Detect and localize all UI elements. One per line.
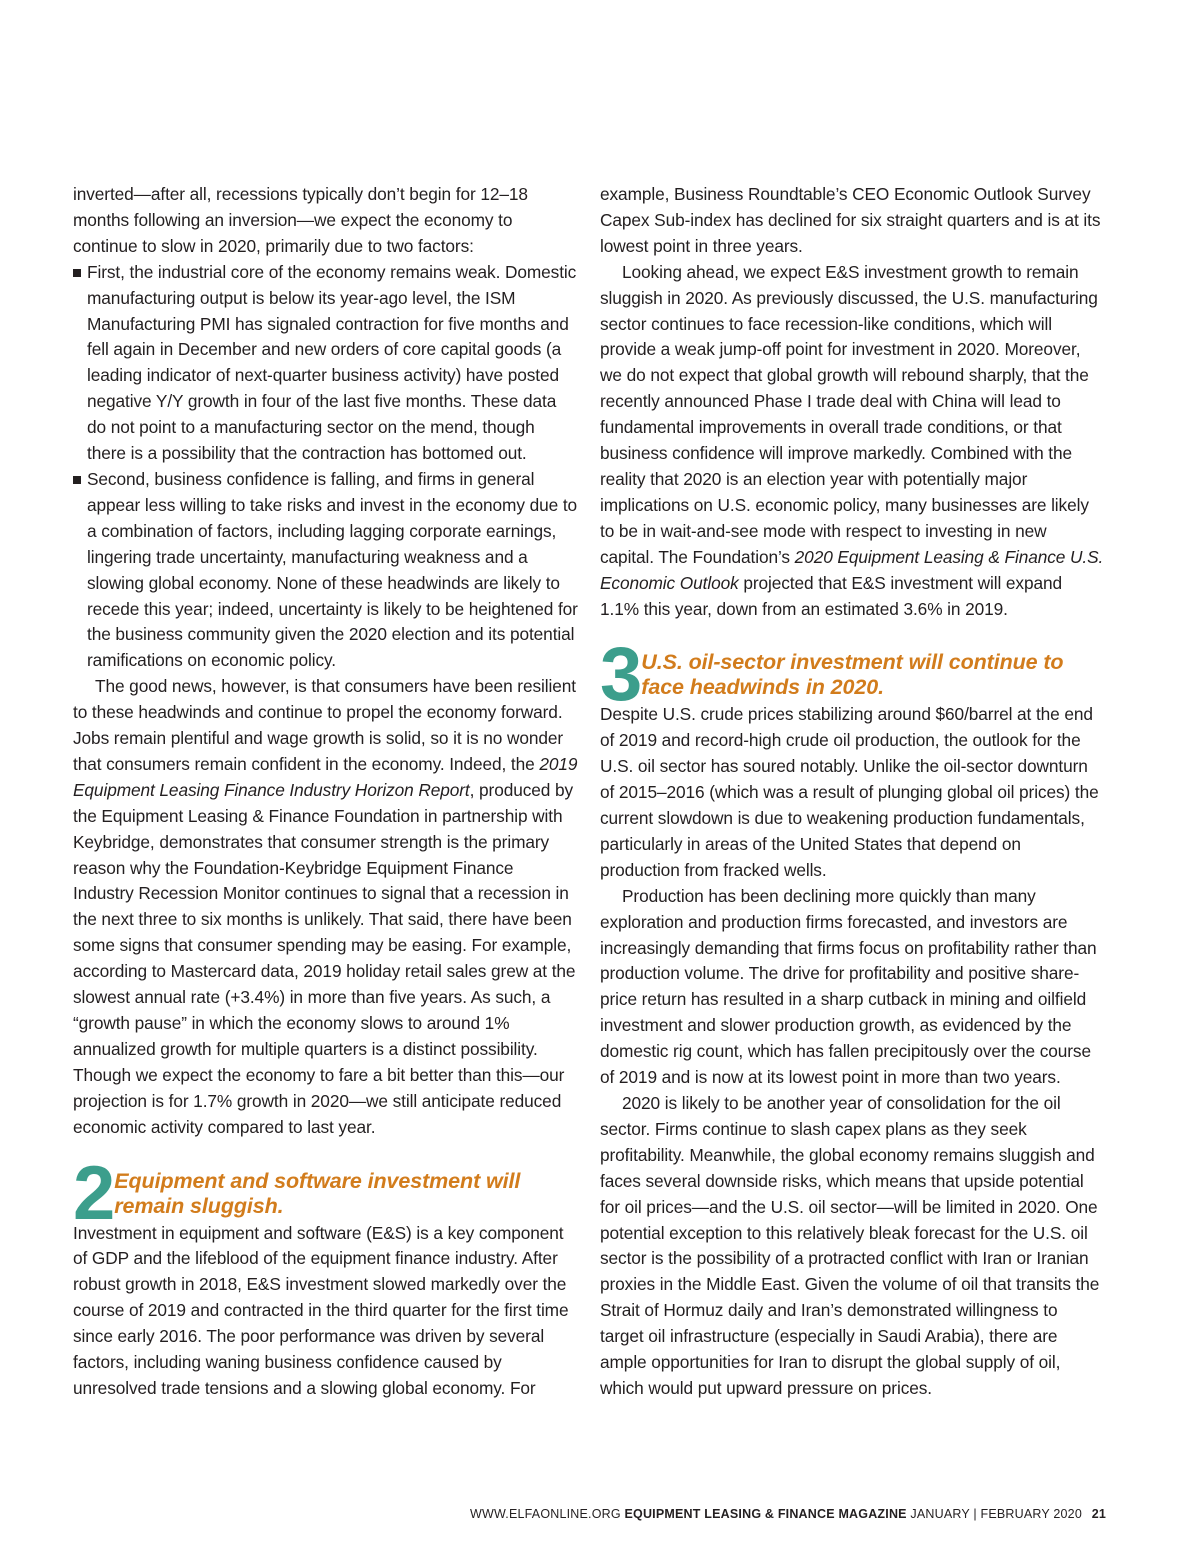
footer-magazine-name: EQUIPMENT LEASING & FINANCE MAGAZINE (624, 1507, 907, 1521)
economic-outlook-title: 2020 Equipment Leasing & Finance U.S. Economic Outlook (600, 546, 1104, 593)
section-3-heading (600, 632, 1105, 718)
continued-paragraph: example, Business Roundtable’s CEO Economic Outlook Survey Capex Sub-index has declined for six straight quarters and is at its lowest point in three years. (600, 184, 1101, 256)
looking-ahead-text-1: Looking ahead, we expect E&S investment growth to remain sluggish in 2020. As previously discussed, the U.S. manufacturing sector continues to face recession-like conditions, which will provide a weak jump-off point for investment in 2020. Moreover, we do not expect that global growth will rebound sharply, that the recently announced Phase I trade deal with China will lead to fundamental improvements in overall trade conditions, or that business confidence will improve markedly. Combined with the reality that 2020 is an election year with potentially major implications on U.S. economic policy, many businesses are likely to be in wait-and-see mode with respect to investing in new capital. The Foundation’s (600, 261, 1098, 567)
page-footer (470, 1507, 1106, 1521)
es-investment-paragraph: Investment in equipment and software (E&S) is a key component of GDP and the lifeblood of the equipment finance industry. After robust growth in 2018, E&S investment slowed markedly over the course of 2019 and contracted in the third quarter for the first time since early 2016. The poor performance was driven by several factors, including waning business confidence caused by unresolved trade tensions and a slowing global economy. For (73, 1222, 569, 1398)
page-number: 21 (1091, 1507, 1106, 1521)
looking-ahead-text-2: projected that E&S investment will expand 1.1% this year, down from an estimated 3.6% in 2019. (600, 572, 1062, 619)
horizon-report-title: 2019 Equipment Leasing Finance Industry Horizon Report (73, 753, 578, 800)
section-number: 2 (73, 1150, 113, 1236)
consumer-paragraph-text-2: , produced by the Equipment Leasing & Finance Foundation in partnership with Keybridge, demonstrates that consumer strength is the primary reason why the Foundation-Keybridge Equipment Finance Industry Recession Monitor continues to signal that a recession in the next three to six months is unlikely. That said, there have been some signs that consumer spending may be easing. For example, according to Mastercard data, 2019 holiday retail sales grew at the slowest annual rate (+3.4%) in more than five years. As such, a “growth pause” in which the economy slows to around 1% annualized growth for multiple quarters is a distinct possibility. Though we expect the economy to fare a bit better than this—our projection is for 1.7% growth in 2020—we still anticipate reduced economic activity compared to last year. (73, 779, 576, 1137)
section-number: 3 (600, 632, 640, 718)
looking-ahead-paragraph (600, 260, 1105, 623)
oil-outlook-paragraph: Despite U.S. crude prices stabilizing around $60/barrel at the end of 2019 and record-high crude oil production, the outlook for the U.S. oil sector has soured notably. Unlike the oil-sector downturn of 2015–2016 (which was a result of plunging global oil prices) the current slowdown is due to weakening production fundamentals, particularly in areas of the United States that depend on production from fracked wells. (600, 704, 1099, 880)
footer-url: WWW.ELFAONLINE.ORG (469, 1507, 621, 1521)
list-item: Second, business confidence is falling, and firms in general appear less willing to take risks and invest in the economy due to a combination of factors, including lagging corporate earnings, lingering trade uncertainty, manufacturing weakness and a slowing global economy. None of these headwinds are likely to recede this year; indeed, uncertainty is likely to be heightened for the business community given the 2020 election and its potential ramifications on economic policy. (73, 467, 578, 674)
factor-list (73, 260, 578, 675)
consolidation-paragraph: 2020 is likely to be another year of consolidation for the oil sector. Firms continue to slash capex plans as they seek profitability. Meanwhile, the global economy remains sluggish and faces several downside risks, which means that upside potential for oil prices—and the U.S. oil sector—will be limited in 2020. One potential exception to this relatively bleak forecast for the U.S. oil sector is the possibility of a protracted conflict with Iran or Iranian proxies in the Middle East. Given the volume of oil that transits the Strait of Hormuz daily and Iran’s demonstrated willingness to target oil infrastructure (especially in Saudi Arabia), there are ample opportunities for Iran to disrupt the global supply of oil, which would put upward pressure on prices. (600, 1093, 1100, 1398)
section-title: Equipment and software investment will remain sluggish. (114, 1168, 521, 1218)
section-2-heading (73, 1150, 578, 1236)
list-item: First, the industrial core of the economy remains weak. Domestic manufacturing output is below its year-ago level, the ISM Manufacturing PMI has signaled contraction for five months and fell again in December and new orders of core capital goods (a leading indicator of next-quarter business activity) have posted negative Y/Y growth in four of the last five months. These data do not point to a manufacturing sector on the mend, though there is a possibility that the contraction has bottomed out. (73, 260, 578, 467)
footer-issue: JANUARY | FEBRUARY 2020 (910, 1507, 1082, 1521)
intro-paragraph: inverted—after all, recessions typically don’t begin for 12–18 months following an inversion—we expect the economy to continue to slow in 2020, primarily due to two factors: (73, 184, 528, 256)
consumer-paragraph-text-1: The good news, however, is that consumers have been resilient to these headwinds and continue to propel the economy forward. Jobs remain plentiful and wage growth is solid, so it is no wonder that consumers remain confident in the economy. Indeed, the (73, 676, 576, 774)
section-title: U.S. oil-sector investment will continue to face headwinds in 2020. (641, 650, 1064, 700)
right-column (600, 182, 1105, 1402)
consumer-paragraph (73, 674, 578, 1140)
left-column (73, 182, 578, 1402)
production-paragraph: Production has been declining more quickly than many exploration and production firms forecasted, and investors are increasingly demanding that firms focus on profitability rather than production volume. The drive for profitability and positive share-price return has resulted in a sharp cutback in mining and oilfield investment and slower production growth, as evidenced by the domestic rig count, which has fallen precipitously over the course of 2019 and is now at its lowest point in more than two years. (600, 885, 1097, 1088)
